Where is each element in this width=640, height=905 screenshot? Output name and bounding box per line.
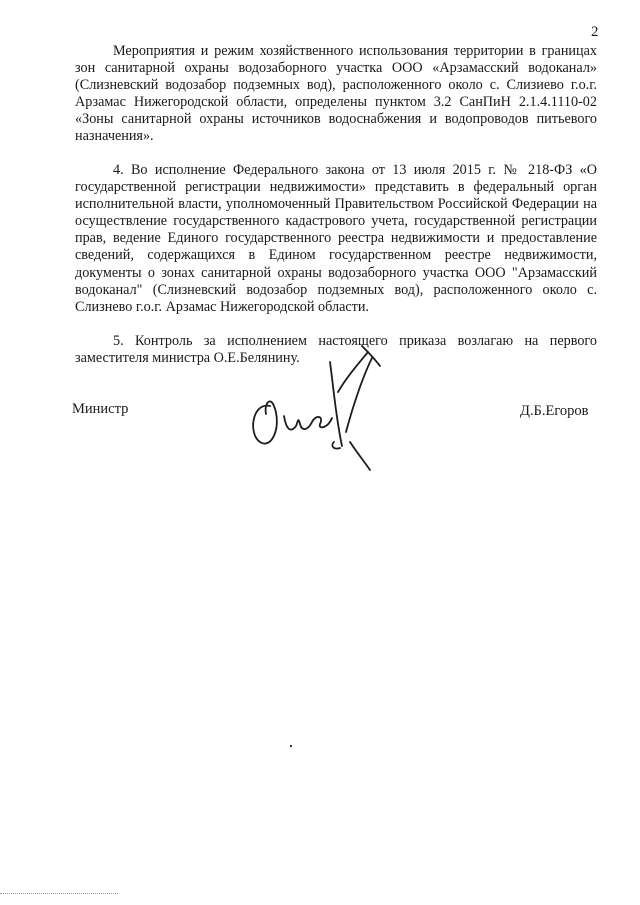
paragraph-text: Мероприятия и режим хозяйственного использования территории в границах зон санитарной охраны водозаборного участка ООО «Арзамасский водоканал» (Слизневский водозабор подземных вод), расположенного около с. Слизиево г.о.г. Арзамас Нижегородской области, определены пунктом 3.2 СанПиН 2.1.4.1110-02 «Зоны санитарной охраны источников водоснабжения и водопроводов питьевого назначения». — [75, 43, 597, 145]
page-number: 2 — [591, 24, 599, 40]
paragraph-text: 4. Во исполнение Федерального закона от 13 июля 2015 г. № 218-ФЗ «О государственной регистрации недвижимости» представить в федеральный орган исполнительной власти, уполномоченный Правительством Российской Федерации на осуществление государственного кадастрового учета, государственной регистрации прав, ведение Единого государственного реестра недвижимости и предоставление сведений, содержащихся в Едином государственном реестре недвижимости, документы о зонах санитарной охраны водозаборного участка ООО "Арзамасский водоканал" (Слизневский водозабор подземных вод), расположенного около с. Слизнево г.о.г. Арзамас Нижегородской области. — [75, 162, 597, 315]
paragraph-item-4 — [75, 162, 597, 316]
paragraph-text: 5. Контроль за исполнением настоящего приказа возлагаю на первого заместителя министра О.Е.Белянину. — [75, 333, 597, 367]
signatory-position: Министр — [72, 401, 129, 417]
paragraph-territory-use — [75, 43, 597, 146]
signatory-name: Д.Б.Егоров — [520, 403, 589, 419]
scan-edge-artifact — [0, 893, 118, 896]
scan-speck — [290, 745, 292, 747]
handwritten-signature — [238, 322, 388, 472]
